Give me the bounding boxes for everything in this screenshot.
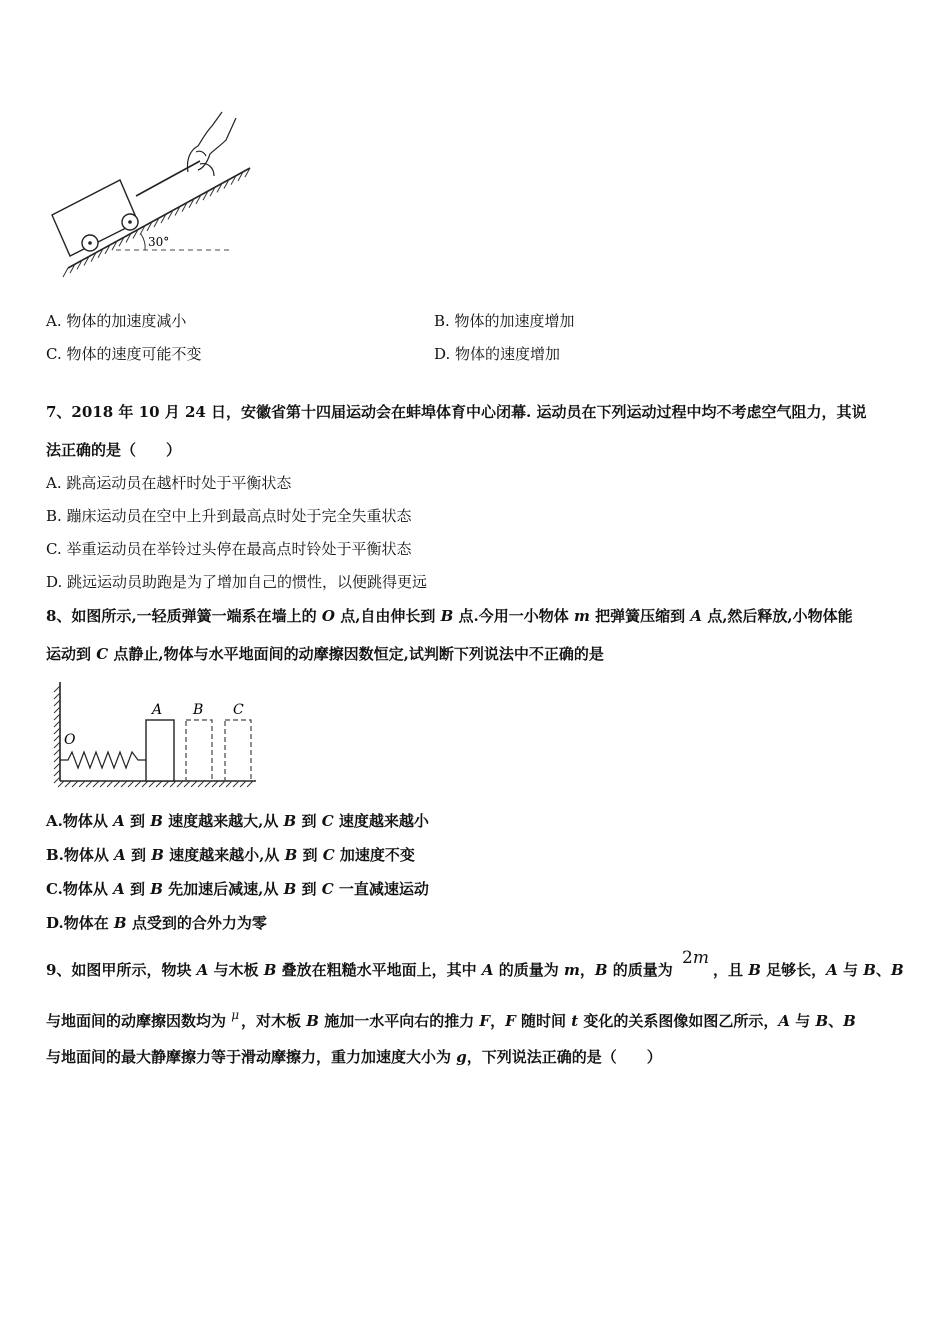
hatch-mark [54, 700, 60, 706]
hatch-mark [191, 781, 197, 787]
hatch-mark [54, 721, 60, 727]
hatch-mark [184, 781, 190, 787]
hatch-mark [54, 728, 60, 734]
q8-option-a: A.物体从 A 到 B 速度越来越大,从 B 到 C 速度越来越小 [46, 812, 429, 830]
hatch-mark [93, 781, 99, 787]
q8-stem-line2: 运动到 C 点静止,物体与水平地面间的动摩擦因数恒定,试判断下列说法中不正确的是 [46, 645, 604, 663]
label-o: O [64, 732, 76, 748]
hatch-mark [100, 781, 106, 787]
hatch-mark [54, 749, 60, 755]
q9-stem-line3: 与地面间的最大静摩擦力等于滑动摩擦力，重力加速度大小为 g，下列说法正确的是（ ） [46, 1048, 662, 1066]
hatch-mark [72, 781, 78, 787]
hatch-mark [226, 781, 232, 787]
hatch-mark [177, 781, 183, 787]
q9-stem-line1: 9、如图甲所示，物块 A 与木板 B 叠放在粗糙水平地面上，其中 A 的质量为 m，B 的质量为 2m，且 B 足够长，A 与 B、B [46, 948, 904, 979]
q6-option-a: A. 物体的加速度减小 [46, 312, 187, 330]
hatch-mark [198, 781, 204, 787]
hatch-mark [54, 756, 60, 762]
hatch-mark [121, 781, 127, 787]
q9-stem-line2: 与地面间的动摩擦因数均为 μ ，对木板 B 施加一水平向右的推力 F，F 随时间 t 变化的关系图像如图乙所示，A 与 B、B [46, 1008, 856, 1030]
hatch-mark [156, 781, 162, 787]
hatch-mark [163, 781, 169, 787]
q6-option-c: C. 物体的速度可能不变 [46, 345, 202, 363]
hatch-mark [54, 735, 60, 741]
wall-hatching [54, 686, 60, 783]
hatch-mark [205, 781, 211, 787]
q8-option-d: D.物体在 B 点受到的合外力为零 [46, 914, 267, 932]
spring [60, 752, 146, 768]
hatch-mark [233, 781, 239, 787]
hatch-mark [149, 781, 155, 787]
q8-option-b: B.物体从 A 到 B 速度越来越小,从 B 到 C 加速度不变 [46, 846, 415, 864]
label-c: C [233, 702, 244, 718]
hatch-mark [54, 742, 60, 748]
q7-option-c: C. 举重运动员在举铃过头停在最高点时铃处于平衡状态 [46, 540, 412, 558]
label-a: A [152, 702, 163, 718]
hatch-mark [114, 781, 120, 787]
block-b-dashed [186, 720, 212, 781]
hatch-mark [54, 686, 60, 692]
hatch-mark [135, 781, 141, 787]
q8-option-c: C.物体从 A 到 B 先加速后减速,从 B 到 C 一直减速运动 [46, 880, 429, 898]
hatch-mark [65, 781, 71, 787]
hatch-mark [54, 777, 60, 783]
hatch-mark [219, 781, 225, 787]
hatch-mark [86, 781, 92, 787]
label-b: B [193, 702, 204, 718]
q7-option-b: B. 蹦床运动员在空中上升到最高点时处于完全失重状态 [46, 507, 412, 525]
q6-option-b: B. 物体的加速度增加 [434, 312, 575, 330]
mu-symbol: μ [231, 1008, 240, 1022]
hatch-mark [54, 770, 60, 776]
hatch-mark [128, 781, 134, 787]
q7-option-d: D. 跳远运动员助跑是为了增加自己的惯性，以便跳得更远 [46, 573, 428, 591]
block-c-dashed [225, 720, 251, 781]
q6-option-d: D. 物体的速度增加 [434, 345, 561, 363]
hatch-mark [212, 781, 218, 787]
angle-label: 30° [148, 235, 170, 249]
hatch-mark [107, 781, 113, 787]
q8-stem-line1: 8、如图所示,一轻质弹簧一端系在墙上的 O 点,自由伸长到 B 点.今用一小物体 m 把弹簧压缩到 A 点,然后释放,小物体能 [46, 607, 853, 625]
hatch-mark [170, 781, 176, 787]
block-a [146, 720, 174, 781]
q7-stem-line1: 7、2018 年 10 月 24 日，安徽省第十四届运动会在蚌埠体育中心闭幕. 运动员在下列运动过程中均不考虑空气阻力，其说 [46, 403, 867, 421]
hatch-mark [54, 763, 60, 769]
hatch-mark [54, 707, 60, 713]
hatch-mark [79, 781, 85, 787]
hatch-mark [54, 693, 60, 699]
hatch-mark [58, 781, 64, 787]
hatch-mark [142, 781, 148, 787]
hatch-mark [247, 781, 253, 787]
hatch-mark [54, 714, 60, 720]
q7-stem-line2: 法正确的是（ ） [46, 441, 182, 459]
hatch-mark [240, 781, 246, 787]
floor-hatching [58, 781, 253, 787]
mass-expression: 2m [682, 948, 709, 968]
q7-option-a: A. 跳高运动员在越杆时处于平衡状态 [46, 474, 292, 492]
